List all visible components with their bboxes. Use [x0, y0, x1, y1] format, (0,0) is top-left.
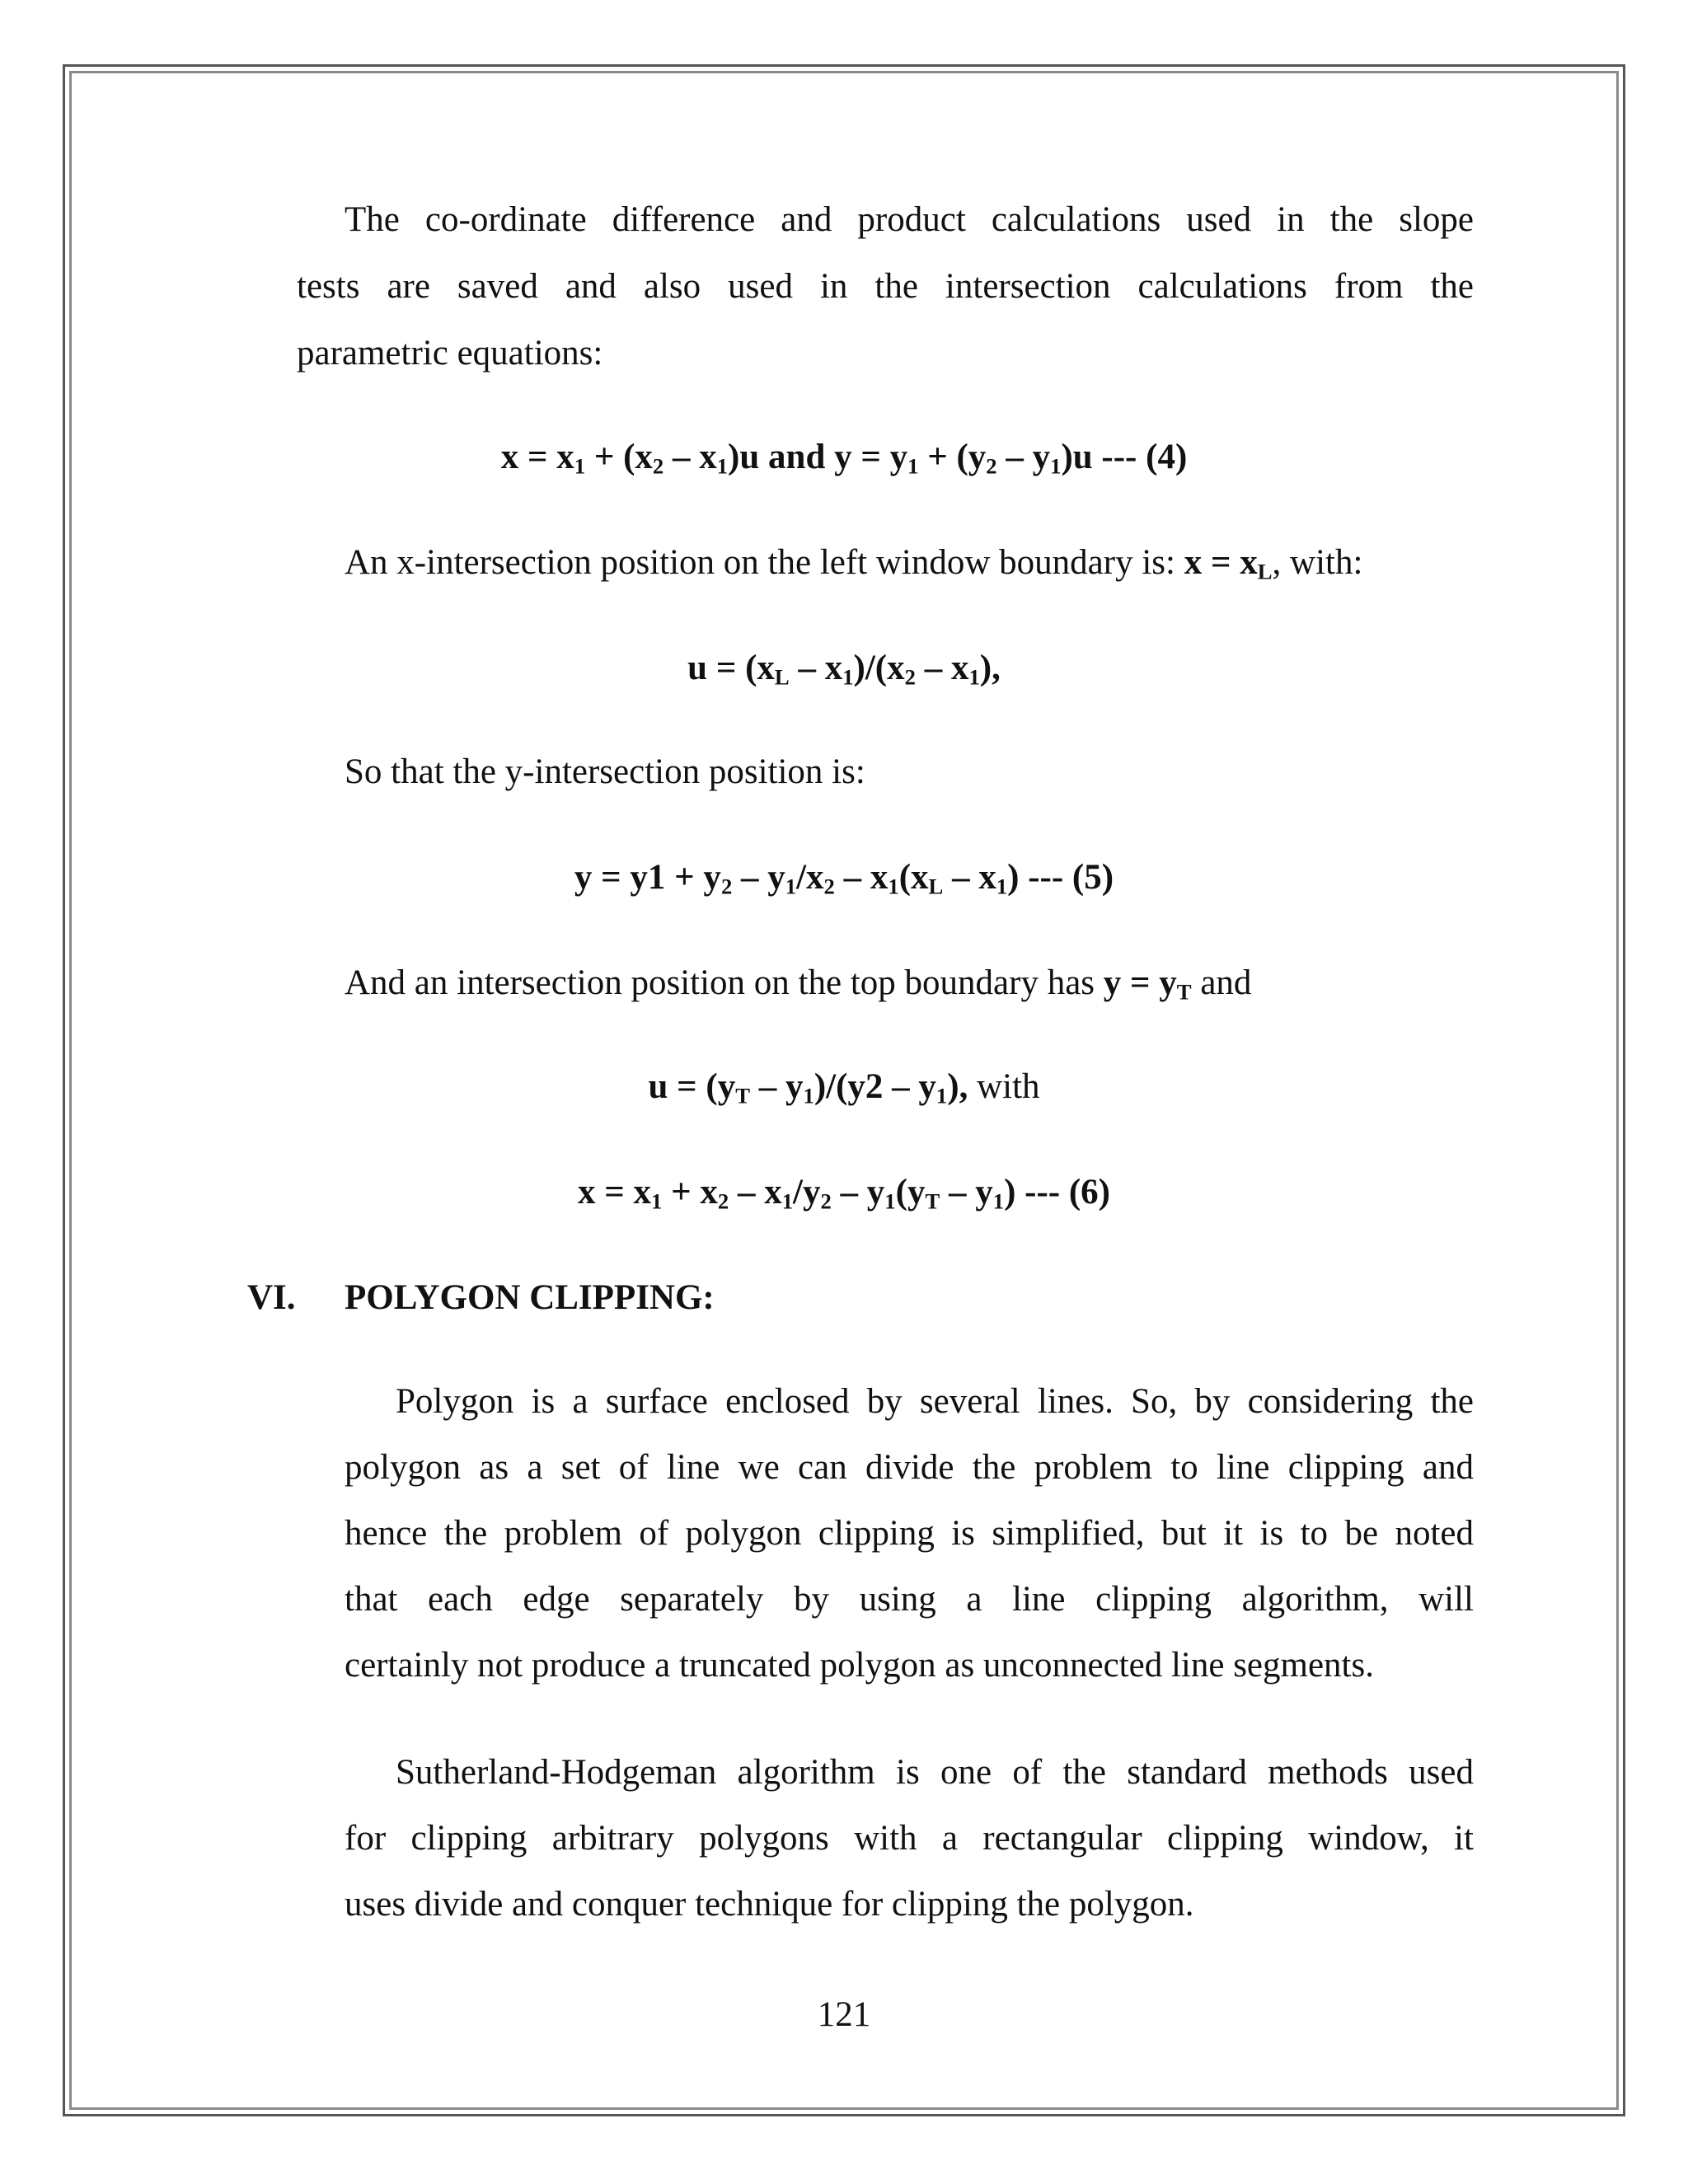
paragraph-2-line-5: certainly not produce a truncated polygon as unconnected line segments. [345, 1646, 1374, 1685]
section-title: POLYGON CLIPPING: [345, 1278, 715, 1317]
paragraph-1-line-2: tests are saved and also used in the intersection calculations from the [297, 267, 1474, 306]
equation-u-top: $u = (y_T - y_1)/(y2 - y_1)$, with [648, 1067, 1040, 1108]
paragraph-1-line-3: parametric equations: [297, 334, 603, 373]
left-boundary-sentence: An x-intersection position on the left window boundary is: $x = x_L$, with: [345, 543, 1363, 584]
paragraph-2-line-1: Polygon is a surface enclosed by several lines. So, by considering the [396, 1382, 1474, 1421]
paragraph-3-line-1: Sutherland-Hodgeman algorithm is one of the standard methods used [396, 1753, 1474, 1792]
paragraph-2-line-4: that each edge separately by using a line clipping algorithm, will [345, 1580, 1474, 1619]
equation-u-left: $u = (x_L - x_1)/(x_2 - x_1)$, [687, 649, 1001, 690]
paragraph-2-line-2: polygon as a set of line we can divide the problem to line clipping and [345, 1448, 1474, 1487]
top-boundary-sentence: And an intersection position on the top boundary has $y = y_T$ and [345, 963, 1252, 1005]
page-number: 121 [817, 1995, 871, 2034]
y-intersection-sentence: So that the y-intersection position is: [345, 752, 865, 791]
paragraph-3-line-3: uses divide and conquer technique for clipping the polygon. [345, 1885, 1194, 1924]
section-number: VI. [247, 1278, 296, 1317]
paragraph-1-line-1: The co-ordinate difference and product calculations used in the slope [345, 200, 1474, 239]
equation-5: $y = y1 + y_2 - y_1/x_2 - x_1(x_L - x_1)$ --- (5) [574, 858, 1114, 899]
equation-4: $x = x_1 + (x_2 - x_1)u$ and $y = y_1 + (y_2 - y_1)u$ --- (4) [500, 438, 1188, 479]
paragraph-2-line-3: hence the problem of polygon clipping is simplified, but it is to be noted [345, 1514, 1474, 1553]
equation-6: $x = x_1 + x_2 - x_1/y_2 - y_1(y_T - y_1)$ --- (6) [578, 1173, 1110, 1214]
paragraph-3-line-2: for clipping arbitrary polygons with a rectangular clipping window, it [345, 1819, 1474, 1858]
